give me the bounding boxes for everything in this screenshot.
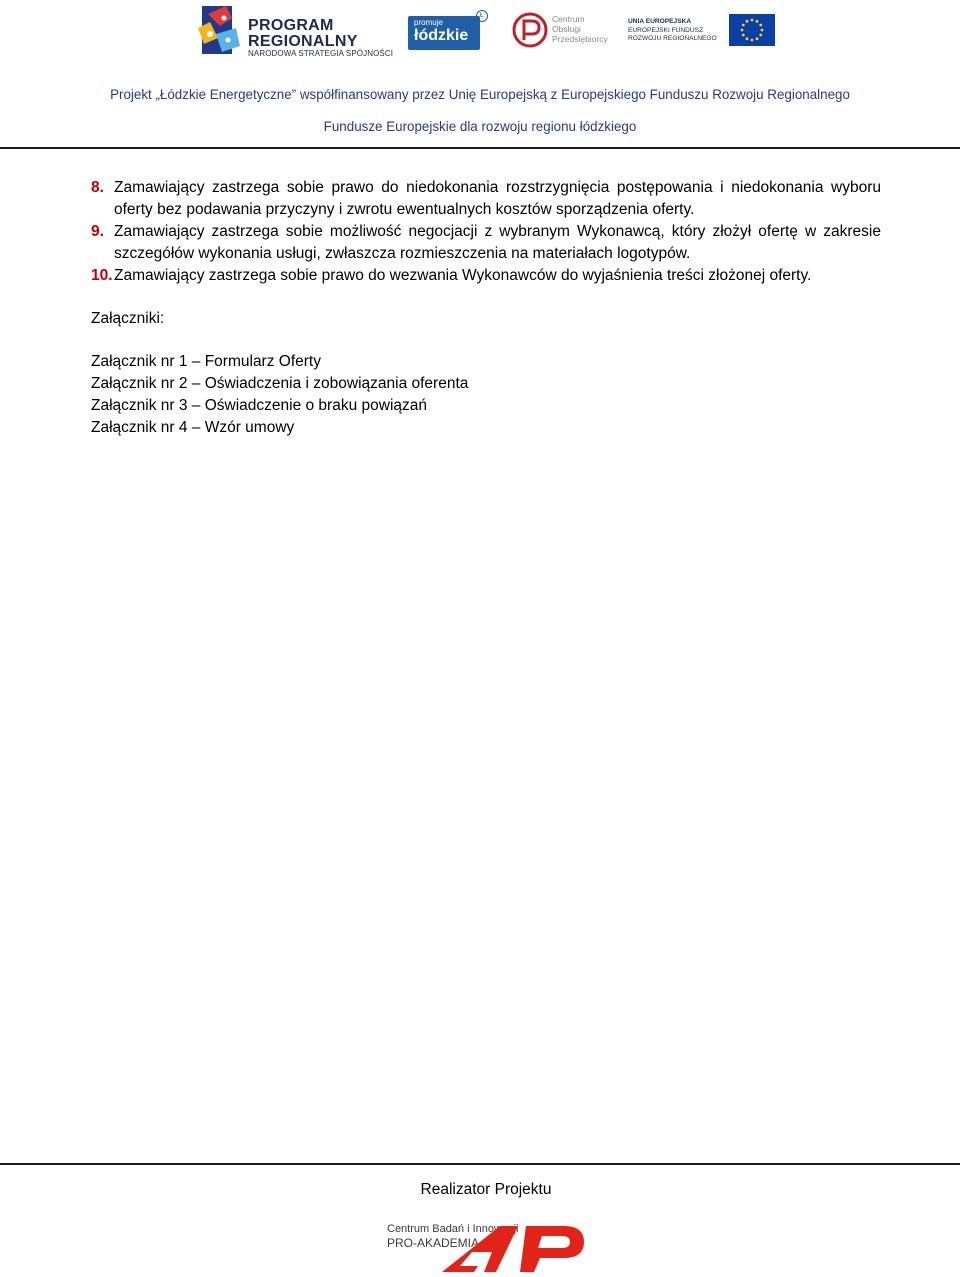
list-item-number: 8. xyxy=(91,179,104,196)
lodzkie-logo-line1: promuje xyxy=(414,18,443,27)
funds-line: Fundusze Europejskie dla rozwoju regionu łódzkiego xyxy=(323,119,637,134)
header-logos xyxy=(0,0,960,62)
cop-emblem-icon xyxy=(512,12,548,48)
program-logo-line3: NARODOWA STRATEGIA SPÓJNOŚCI xyxy=(248,49,394,58)
attachment-item: Załącznik nr 2 – Oświadczenia i zobowiązania oferenta xyxy=(91,375,469,392)
program-logo-line2: REGIONALNY xyxy=(248,33,358,50)
pro-akademia-ap-icon xyxy=(436,1222,586,1274)
program-regionalny-logo xyxy=(196,4,394,58)
list-item-number: 9. xyxy=(91,223,104,240)
attachment-item: Załącznik nr 1 – Formularz Oferty xyxy=(91,353,321,370)
list-item xyxy=(91,177,881,221)
list-item-number: 10. xyxy=(91,267,113,284)
program-logo-line1: PROGRAM xyxy=(248,17,334,34)
lodzkie-logo-line2: łódzkie xyxy=(414,27,469,44)
promuje-lodzkie-logo xyxy=(408,10,488,50)
footer-divider xyxy=(0,1163,960,1165)
realizator-label: Realizator Projektu xyxy=(420,1181,552,1198)
pro-akademia-logo xyxy=(386,1220,586,1274)
list-item xyxy=(91,265,881,287)
ue-logo-line1: UNIA EUROPEJSKA xyxy=(628,18,692,25)
attachment-item: Załącznik nr 3 – Oświadczenie o braku powiązań xyxy=(91,397,428,414)
cop-logo-line3: Przedsiębiorcy xyxy=(552,34,608,44)
project-line: Projekt „Łódzkie Energetyczne” współfinansowany przez Unię Europejską z Europejskiego Funduszu Rozwoju Regionalnego xyxy=(110,87,850,102)
list-item xyxy=(91,221,881,265)
list-item-text: Zamawiający zastrzega sobie możliwość negocjacji z wybranym Wykonawcą, który złożył ofertę w zakresie szczegółów wykonania usługi, zwłaszcza rozmieszczenia na materiałach logotypów. xyxy=(114,223,881,262)
cop-logo-line2: Obsługi xyxy=(552,24,581,34)
ue-logo-line2: EUROPEJSKI FUNDUSZ xyxy=(628,27,704,34)
ue-logo-line3: ROZWOJU REGIONALNEGO xyxy=(628,35,717,42)
pro-akademia-logo-line1: Centrum Badań i Innowacji xyxy=(387,1223,519,1235)
program-regionalny-emblem-icon xyxy=(196,4,244,58)
cop-logo-line1: Centrum xyxy=(552,14,585,24)
list-item-text: Zamawiający zastrzega sobie prawo do wezwania Wykonawców do wyjaśnienia treści złożonej oferty. xyxy=(114,267,812,284)
attachments-title: Załączniki: xyxy=(91,310,165,327)
pro-akademia-logo-line2: PRO-AKADEMIA xyxy=(387,1236,480,1250)
unia-europejska-logo xyxy=(628,14,778,50)
attachments-list xyxy=(91,351,881,439)
attachment-item: Załącznik nr 4 – Wzór umowy xyxy=(91,419,295,436)
lodzkie-trademark-icon: Ł xyxy=(476,10,488,22)
eu-flag-icon xyxy=(729,14,775,46)
list-item-text: Zamawiający zastrzega sobie prawo do niedokonania rozstrzygnięcia postępowania i niedokonania wyboru oferty bez podawania przyczyny i zwrotu ewentualnych kosztów sporządzenia oferty. xyxy=(114,179,881,218)
document-body xyxy=(91,177,881,439)
centrum-obslugi-logo xyxy=(512,12,608,48)
header-divider xyxy=(0,147,960,149)
